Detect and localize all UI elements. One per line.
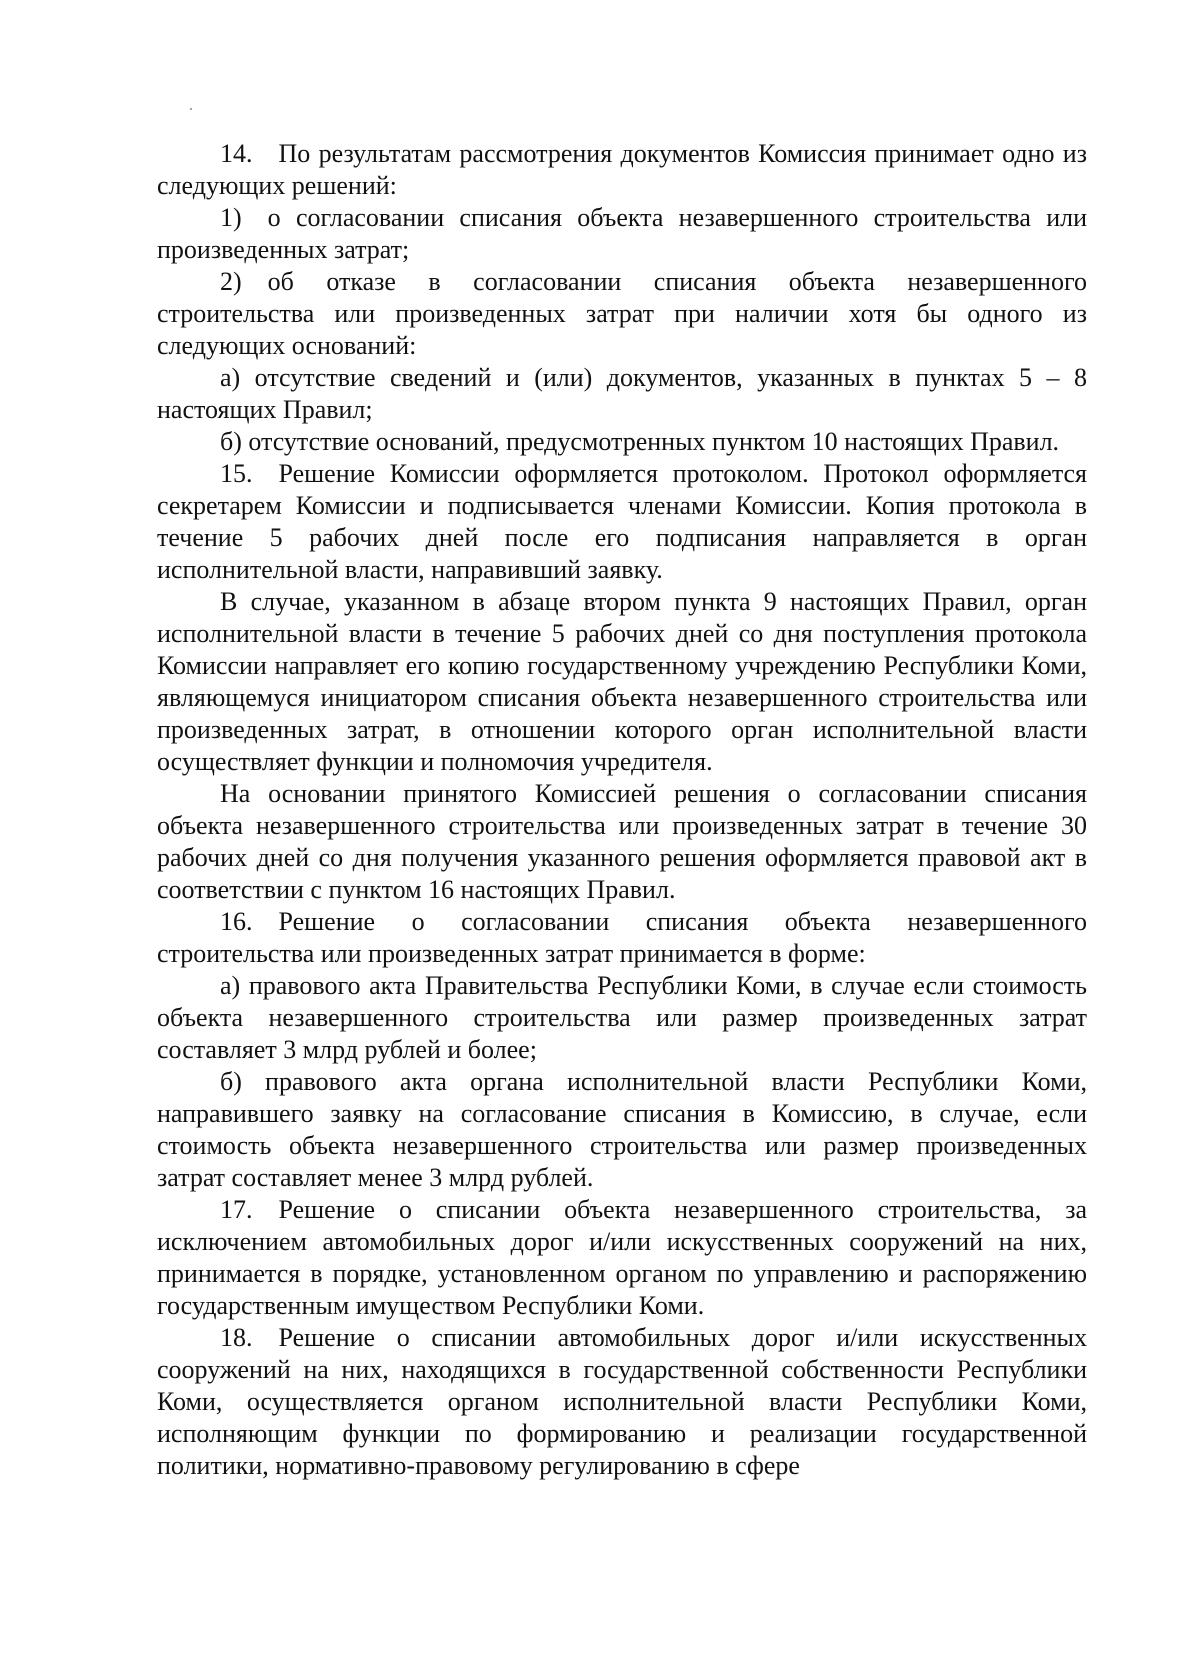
paragraph-15-part-3: На основании принятого Комиссией решения о согласовании списания объекта незавершенного строительства или произведенных затрат в течение 30 рабочих дней со дня получения указанного решения оформляется правовой акт в соответствии с пунктом 16 настоящих Правил. [157,779,1087,904]
paragraph-14-item-2: 2) об отказе в согласовании списания объекта незавершенного строительства или произведенных затрат при наличии хотя бы одного из следующих оснований: [157,267,1087,360]
paragraph-16-item-b: б) правового акта органа исполнительной власти Республики Коми, направившего заявку на согласование списания в Комиссию, в случае, если стоимость объекта незавершенного строительства или размер произведенных затрат составляет менее 3 млрд рублей. [157,1067,1087,1192]
paragraph-14-item-2b: б) отсутствие оснований, предусмотренных пунктом 10 настоящих Правил. [220,427,1060,456]
paragraph-15: 15. Решение Комиссии оформляется протоколом. Протокол оформляется секретарем Комиссии и подписывается членами Комиссии. Копия протокола в течение 5 рабочих дней после его подписания направляется в орган исполнительной власти, направивший заявку. [157,459,1087,584]
paragraph-14-item-1: 1) о согласовании списания объекта незавершенного строительства или произведенных затрат; [157,203,1087,264]
scan-speck [190,108,192,110]
paragraph-16-item-a: а) правового акта Правительства Республики Коми, в случае если стоимость объекта незавершенного строительства или размер произведенных затрат составляет 3 млрд рублей и более; [157,971,1087,1064]
paragraph-17: 17. Решение о списании объекта незавершенного строительства, за исключением автомобильных дорог и/или искусственных сооружений на них, принимается в порядке, установленном органом по управлению и распоряжению государственным имуществом Республики Коми. [157,1195,1087,1320]
document-body [157,138,1087,1482]
paragraph-15-part-2: В случае, указанном в абзаце втором пункта 9 настоящих Правил, орган исполнительной власти в течение 5 рабочих дней со дня поступления протокола Комиссии направляет его копию государственному учреждению Республики Коми, являющемуся инициатором списания объекта незавершенного строительства или произведенных затрат, в отношении которого орган исполнительной власти осуществляет функции и полномочия учредителя. [157,587,1087,776]
paragraph-14: 14. По результатам рассмотрения документов Комиссия принимает одно из следующих решений: [157,139,1087,200]
paragraph-16: 16. Решение о согласовании списания объекта незавершенного строительства или произведенных затрат принимается в форме: [157,907,1087,968]
paragraph-14-item-2a: а) отсутствие сведений и (или) документов, указанных в пунктах 5 – 8 настоящих Правил; [157,363,1087,424]
paragraph-18: 18. Решение о списании автомобильных дорог и/или искусственных сооружений на них, находящихся в государственной собственности Республики Коми, осуществляется органом исполнительной власти Республики Коми, исполняющим функции по формированию и реализации государственной политики, нормативно-правовому регулированию в сфере [157,1323,1087,1480]
